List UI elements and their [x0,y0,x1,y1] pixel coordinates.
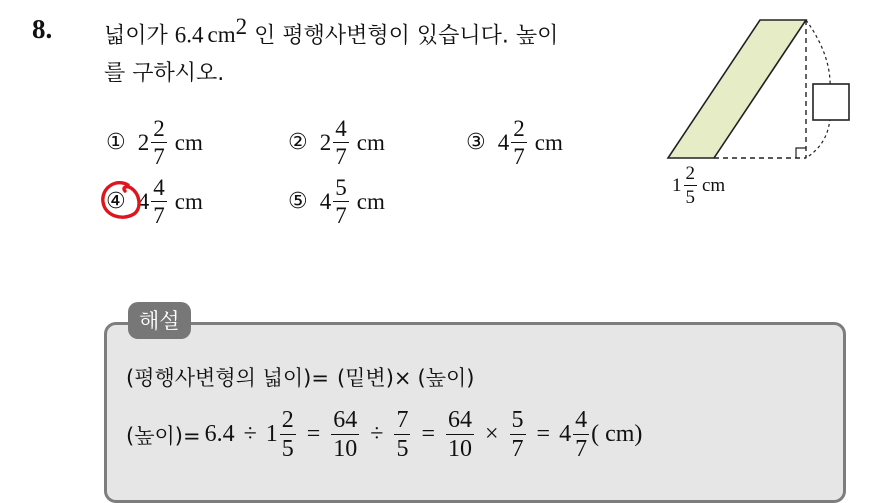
option-5-mark: ⑤ [288,189,308,214]
solution-base-whole: 1 [265,421,278,447]
option-5[interactable] [288,176,385,227]
solution-fraction-3-denominator: 10 [448,436,472,462]
solution-answer-numerator: 4 [575,407,588,433]
option-1[interactable] [106,117,203,168]
divide-symbol-1: ÷ [243,421,257,447]
option-1-mark: ① [106,130,126,155]
solution-fraction-1 [331,408,359,461]
solution-answer-fraction [573,408,589,461]
base-length-numerator: 2 [685,163,695,184]
solution-answer-unit: ( cm) [591,421,643,447]
option-5-numerator: 5 [335,175,347,200]
question-line-2: 를 구하시오. [104,61,225,86]
option-3-mark: ③ [466,130,486,155]
option-1-denominator: 7 [153,144,165,169]
option-1-whole: 2 [137,129,150,155]
option-3-fraction [511,117,527,168]
solution-fraction-4 [510,408,526,461]
equals-symbol-2: = [421,421,435,447]
option-5-denominator: 7 [335,203,347,228]
option-5-whole: 4 [319,188,332,214]
solution-fraction-2-numerator: 7 [396,407,409,433]
solution-area-value: 6.4 [204,421,235,447]
option-5-fraction [333,176,349,227]
solution-fraction-3 [446,408,474,461]
question-number: 8. [32,14,53,44]
solution-line-1-right: (높이) [417,366,475,390]
base-length-fraction [684,164,698,207]
option-1-numerator: 2 [153,116,165,141]
times-symbol: × [485,421,499,447]
option-4-unit: cm [174,188,203,214]
option-3-numerator: 2 [513,116,525,141]
base-length-unit: cm [702,174,726,196]
equals-symbol-3: = [536,421,551,447]
option-1-unit: cm [174,129,203,155]
option-4-numerator: 4 [153,175,165,200]
question-text-start: 넓이가 [104,23,168,49]
solution-fraction-4-denominator: 7 [511,436,524,462]
option-5-unit: cm [356,188,385,214]
option-2-fraction [333,117,349,168]
option-3-denominator: 7 [513,144,525,169]
solution-base-denominator: 5 [281,436,294,462]
base-length-whole: 1 [672,174,682,196]
solution-base-fraction [280,408,296,461]
solution-fraction-2-denominator: 5 [396,436,409,462]
base-length-denominator: 5 [685,187,695,208]
base-length-label [672,164,725,207]
option-1-fraction [151,117,167,168]
option-4-denominator: 7 [153,203,165,228]
area-value: 6.4 [174,22,204,48]
question-line-1 [104,14,558,49]
option-4-mark: ④ [106,189,126,214]
solution-answer-denominator: 7 [575,436,588,462]
solution-line-1-left: (평행사변형의 넓이)= [126,366,329,390]
option-3-unit: cm [534,129,563,155]
solution-fraction-2 [394,408,410,461]
solution-fraction-1-denominator: 10 [333,436,358,462]
solution-lhs: (높이)= [126,423,201,448]
solution-answer-whole: 4 [559,421,572,447]
solution-line-1-mid: (밑변)× [336,366,412,390]
solution-fraction-3-numerator: 64 [448,407,472,433]
height-answer-box [813,84,849,120]
option-2[interactable] [288,117,385,168]
divide-symbol-2: ÷ [370,421,384,447]
solution-fraction-4-numerator: 5 [511,407,524,433]
solution-tag: 해설 [128,302,191,339]
solution-line-2 [126,408,642,461]
option-3-whole: 4 [497,129,510,155]
option-2-mark: ② [288,130,308,155]
option-3[interactable] [466,117,563,168]
option-4-whole: 4 [137,188,150,214]
answer-marker-icon [98,176,146,224]
area-exponent: 2 [235,14,248,39]
option-2-numerator: 4 [335,116,347,141]
solution-base-numerator: 2 [281,407,294,433]
solution-line-1 [126,362,474,392]
question-text-end: 인 평행사변형이 있습니다. 높이 [254,23,559,49]
area-unit: cm [207,22,236,48]
option-2-unit: cm [356,129,385,155]
solution-fraction-1-numerator: 64 [333,407,358,433]
option-4-fraction [151,176,167,227]
option-2-whole: 2 [319,129,332,155]
equals-symbol-1: = [306,421,321,447]
option-2-denominator: 7 [335,144,347,169]
